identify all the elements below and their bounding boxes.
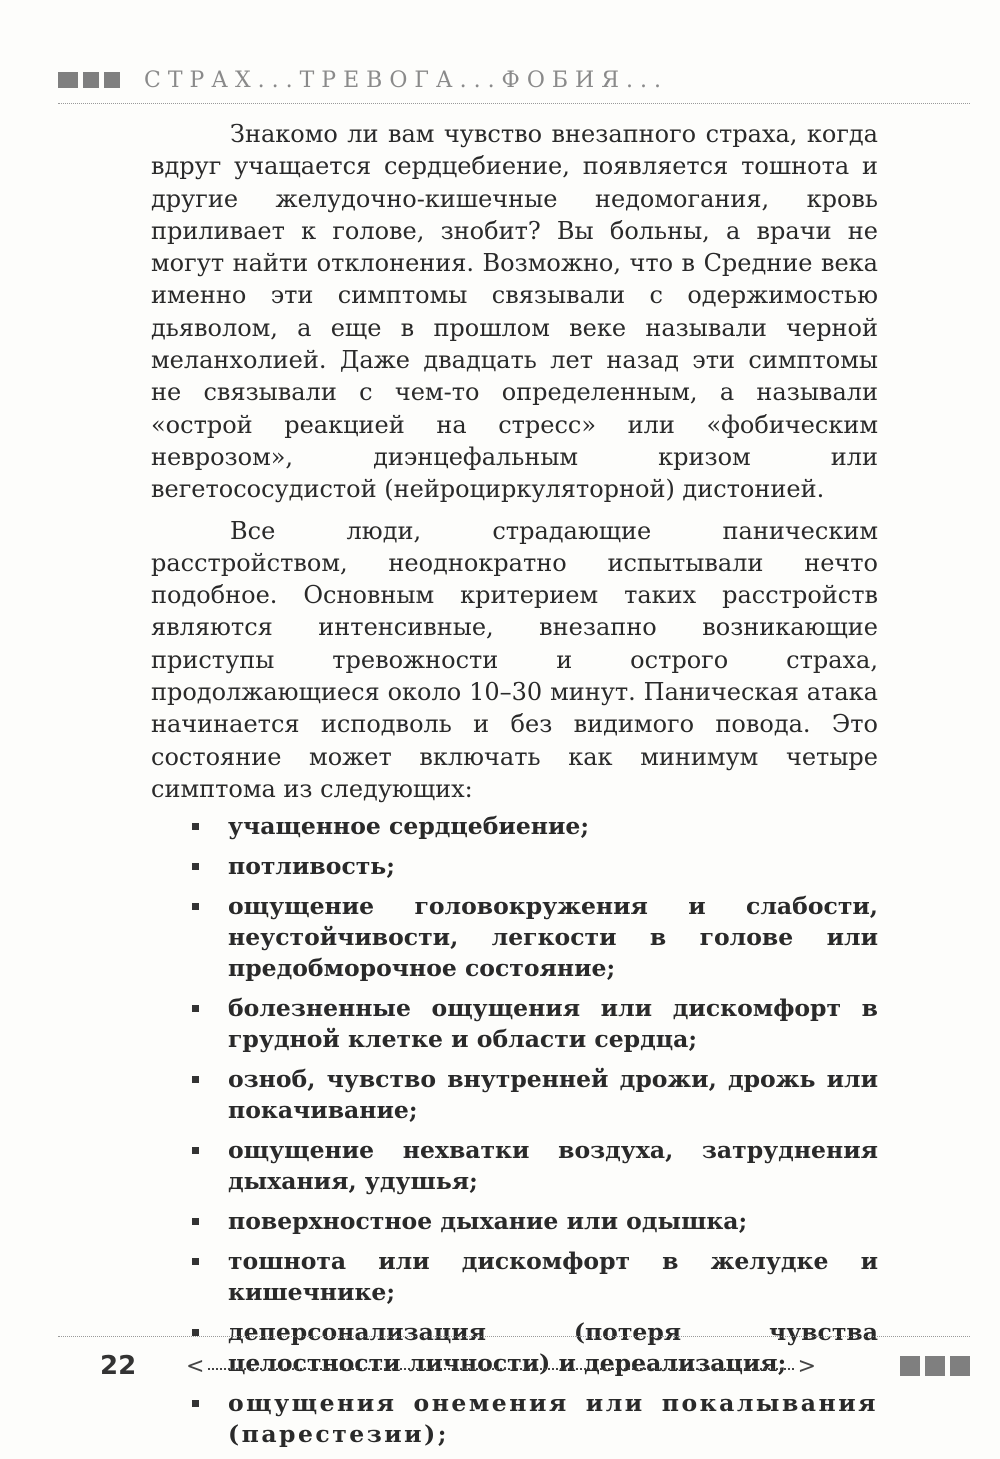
list-item <box>151 1206 878 1237</box>
square-bullet-icon <box>192 1258 199 1265</box>
nav-left-icon: < <box>186 1353 205 1379</box>
footer-dotted-leader <box>208 1368 793 1370</box>
square-bullet-icon <box>192 1218 199 1225</box>
square-bullet-icon <box>192 1005 199 1012</box>
paragraph: Знакомо ли вам чувство внезапного страха, когда вдруг учащается сердцебиение, появляется тошнота и другие желудочно-кишечные недомогания, кровь приливает к голове, знобит? Вы больны, а врачи не могут найти отклонения. Возможно, что в Средние века именно эти симптомы связывали с одержимостью дьяволом, а еще в прошлом веке называли черной меланхолией. Даже двадцать лет назад эти симптомы не связывали с чем-то определенным, а называли «острой реакцией на стресс» или «фобическим неврозом», диэнцефальным кризом или вегетососудистой (нейроциркуляторной) дистонией. <box>151 120 878 504</box>
list-item-text: озноб, чувство внутренней дрожи, дрожь или покачивание; <box>228 1065 878 1125</box>
square-bullet-icon <box>192 1147 199 1154</box>
footer-square-icon <box>950 1356 970 1376</box>
list-item <box>151 1388 878 1450</box>
list-item-text: учащенное сердцебиение; <box>228 812 590 841</box>
square-bullet-icon <box>192 903 199 910</box>
footer-square-icon <box>925 1356 945 1376</box>
list-item <box>151 993 878 1055</box>
square-bullet-icon <box>192 863 199 870</box>
list-item <box>151 851 878 882</box>
list-item-text: болезненные ощущения или дискомфорт в грудной клетке и области сердца; <box>228 994 878 1054</box>
list-item-text: поверхностное дыхание или одышка; <box>228 1207 748 1236</box>
footer-square-icon <box>900 1356 920 1376</box>
list-item <box>151 1064 878 1126</box>
header-square-icon <box>104 72 120 88</box>
page-number: 22 <box>100 1351 137 1381</box>
square-bullet-icon <box>192 1076 199 1083</box>
page-content <box>151 118 878 1459</box>
footer-nav <box>186 1354 816 1379</box>
page-footer <box>100 1346 970 1386</box>
square-bullet-icon <box>192 1400 199 1407</box>
header-square-icon <box>83 72 99 88</box>
header-squares <box>58 72 120 88</box>
list-item <box>151 811 878 842</box>
list-item-text: потливость; <box>228 852 395 881</box>
list-item-text: ощущение нехватки воздуха, затруднения дыхания, удушья; <box>228 1136 878 1196</box>
paragraph: Все люди, страдающие паническим расстройством, неоднократно испытывали нечто подобное. Основным критерием таких расстройств являются интенсивные, внезапно возникающие приступы тревожности и острого страха, продолжающиеся около 10–30 минут. Паническая атака начинается исподволь и без видимого повода. Это состояние может включать как минимум четыре симптома из следующих: <box>151 516 878 803</box>
header-rule <box>58 103 970 104</box>
list-item <box>151 1135 878 1197</box>
list-item-text: деперсонализация (потеря чувства целостности личности) и дереализация; <box>228 1318 878 1378</box>
list-item <box>151 891 878 984</box>
list-item-text: тошнота или дискомфорт в желудке и кишечнике; <box>228 1247 878 1307</box>
list-item-text: ощущения онемения или покалывания (парестезии); <box>228 1389 878 1449</box>
list-item <box>151 1246 878 1308</box>
header-square-icon <box>58 72 78 88</box>
square-bullet-icon <box>192 823 199 830</box>
footer-rule <box>58 1336 970 1337</box>
header-title: СТРАХ...ТРЕВОГА...ФОБИЯ... <box>144 67 668 93</box>
list-item-text: ощущение головокружения и слабости, неустойчивости, легкости в голове или предобморочное состояние; <box>228 892 878 983</box>
running-header <box>58 60 970 100</box>
footer-squares <box>900 1356 970 1376</box>
nav-right-icon: > <box>797 1353 816 1379</box>
